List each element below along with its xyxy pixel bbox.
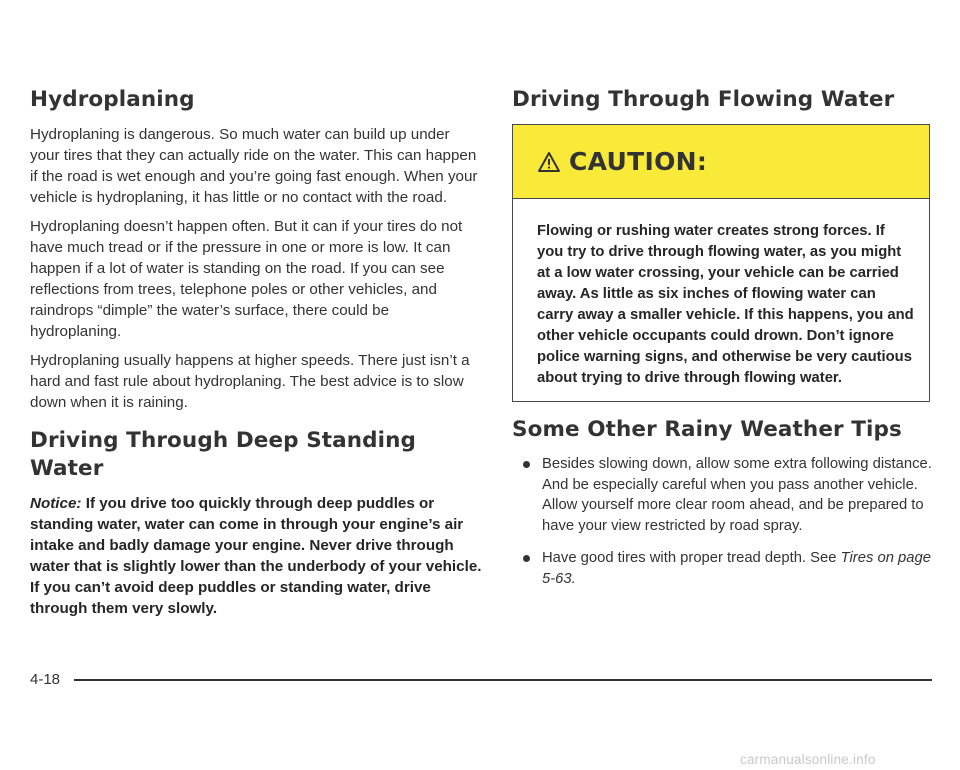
caution-title: CAUTION: <box>569 147 708 176</box>
footer-rule <box>74 679 932 681</box>
caution-box <box>512 124 930 402</box>
left-column <box>30 86 482 619</box>
rainy-tips-heading: Some Other Rainy Weather Tips <box>512 417 902 442</box>
tip-text: Have good tires with proper tread depth. See <box>542 550 837 566</box>
list-item <box>512 454 934 536</box>
caution-text: Flowing or rushing water creates strong forces. If you try to drive through flowing water, as you might at a low water crossing, your vehicle can be carried away. As little as six inches of flowing water can carry away a smaller vehicle. If this happens, you and other vehicle occupants could drown. Don’t ignore police warning signs, and otherwise be very cautious about trying to drive through flowing water. <box>537 223 914 386</box>
warning-triangle-icon <box>537 151 561 173</box>
flowing-water-heading: Driving Through Flowing Water <box>512 87 895 112</box>
hydroplaning-paragraph-1: Hydroplaning is dangerous. So much water can build up under your tires that they can actually ride on the water. This can happen if the road is wet enough and you’re going fast enough. When your vehicle is hydroplaning, it has little or no contact with the road. <box>30 126 478 206</box>
notice-label: Notice: <box>30 495 82 512</box>
page-number: 4-18 <box>30 671 61 688</box>
rainy-tips-list <box>512 454 934 589</box>
notice-block <box>30 493 482 619</box>
list-item <box>512 548 934 589</box>
caution-header <box>513 125 929 199</box>
hydroplaning-paragraph-2: Hydroplaning doesn’t happen often. But it can if your tires do not have much tread or if the pressure in one or more is low. It can happen if a lot of water is standing on the road. If you can see reflections from trees, telephone poles or other vehicles, and raindrops “dimple” the water’s surface, there could be hydroplaning. <box>30 218 463 340</box>
notice-text: If you drive too quickly through deep puddles or standing water, water can come in through your engine’s air intake and badly damage your engine. Never drive through water that is slightly lower than the underbody of your vehicle. If you can’t avoid deep puddles or standing water, drive through them very slowly. <box>30 495 482 617</box>
tires-page-reference: Tires on page 5-63. <box>542 550 931 587</box>
tip-text: Besides slowing down, allow some extra following distance. And be especially careful when you pass another vehicle. Allow yourself more clear room ahead, and be prepared to have your view restricted by road spray. <box>542 456 932 534</box>
right-column <box>512 86 934 601</box>
bullet-icon <box>523 461 530 468</box>
watermark: carmanualsonline.info <box>740 752 876 767</box>
hydroplaning-paragraph-3: Hydroplaning usually happens at higher speeds. There just isn’t a hard and fast rule about hydroplaning. The best advice is to slow down when it is raining. <box>30 352 470 411</box>
bullet-icon <box>523 555 530 562</box>
hydroplaning-heading: Hydroplaning <box>30 87 195 112</box>
standing-water-heading: Driving Through Deep Standing Water <box>30 428 417 481</box>
